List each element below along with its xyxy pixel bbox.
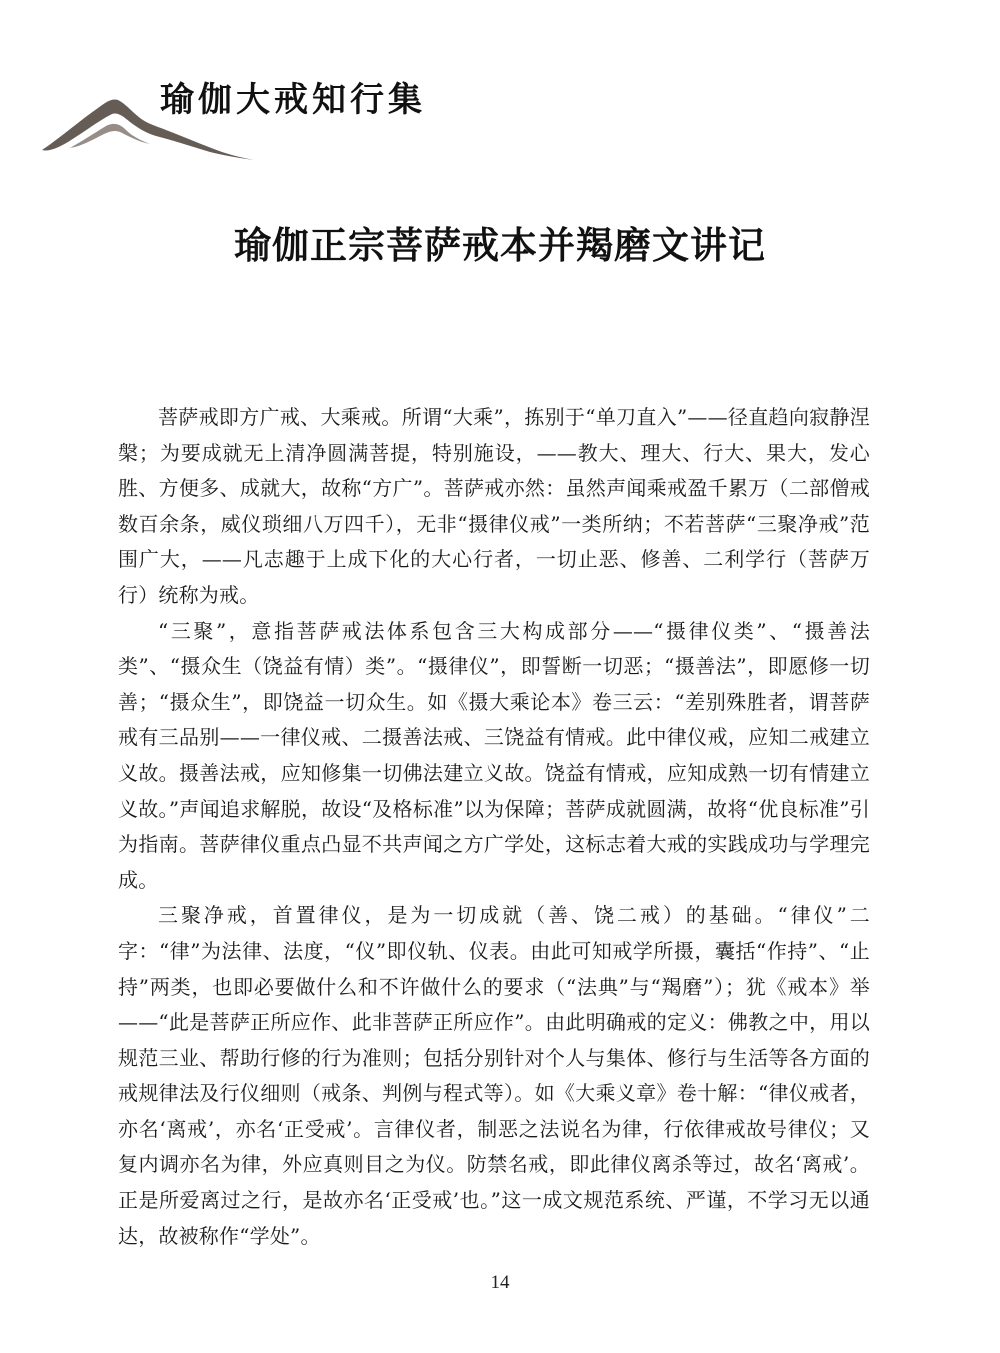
- page-title: 瑜伽正宗菩萨戒本并羯磨文讲记: [234, 224, 766, 267]
- body-text: [118, 400, 870, 1254]
- paragraph: 菩萨戒即方广戒、大乘戒。所谓“大乘”，拣别于“单刀直入”——径直趋向寂静涅槃；为要成就无上清净圆满菩提，特别施设，——教大、理大、行大、果大，发心胜、方便多、成就大，故称“方广”。菩萨戒亦然：虽然声闻乘戒盈千累万（二部僧戒数百余条，威仪琐细八万四千），无非“摄律仪戒”一类所纳；不若菩萨“三聚净戒”范围广大，——凡志趣于上成下化的大心行者，一切止恶、修善、二利学行（菩萨万行）统称为戒。: [118, 405, 870, 607]
- paragraph: “三聚”，意指菩萨戒法体系包含三大构成部分——“摄律仪类”、“摄善法类”、“摄众生（饶益有情）类”。“摄律仪”，即誓断一切恶；“摄善法”，即愿修一切善；“摄众生”，即饶益一切众生。如《摄大乘论本》卷三云：“差别殊胜者，谓菩萨戒有三品别——一律仪戒、二摄善法戒、三饶益有情戒。此中律仪戒，应知二戒建立义故。摄善法戒，应知修集一切佛法建立义故。饶益有情戒，应知成熟一切有情建立义故。”声闻追求解脱，故设“及格标准”以为保障；菩萨成就圆满，故将“优良标准”引为指南。菩萨律仪重点凸显不共声闻之方广学处，这标志着大戒的实践成功与学理完成。: [118, 618, 870, 892]
- paragraph: 三聚净戒，首置律仪，是为一切成就（善、饶二戒）的基础。“律仪”二字：“律”为法律、法度，“仪”即仪轨、仪表。由此可知戒学所摄，囊括“作持”、“止持”两类，也即必要做什么和不许做什么的要求（“法典”与“羯磨”）；犹《戒本》举——“此是菩萨正所应作、此非菩萨正所应作”。由此明确戒的定义：佛教之中，用以规范三业、帮助行修的行为准则；包括分别针对个人与集体、修行与生活等各方面的戒规律法及行仪细则（戒条、判例与程式等）。如《大乘义章》卷十解：“律仪戒者，亦名‘离戒’，亦名‘正受戒’。言律仪者，制恶之法说名为律，行依律戒故号律仪；又复内调亦名为律，外应真则目之为仪。防禁名戒，即此律仪离杀等过，故名‘离戒’。正是所爱离过之行，是故亦名‘正受戒’也。”这一成文规范系统、严谨，不学习无以通达，故被称作“学处”。: [118, 903, 870, 1248]
- running-header: [40, 60, 500, 170]
- page-number: 14: [490, 1272, 510, 1293]
- series-title: 瑜伽大戒知行集: [160, 80, 426, 120]
